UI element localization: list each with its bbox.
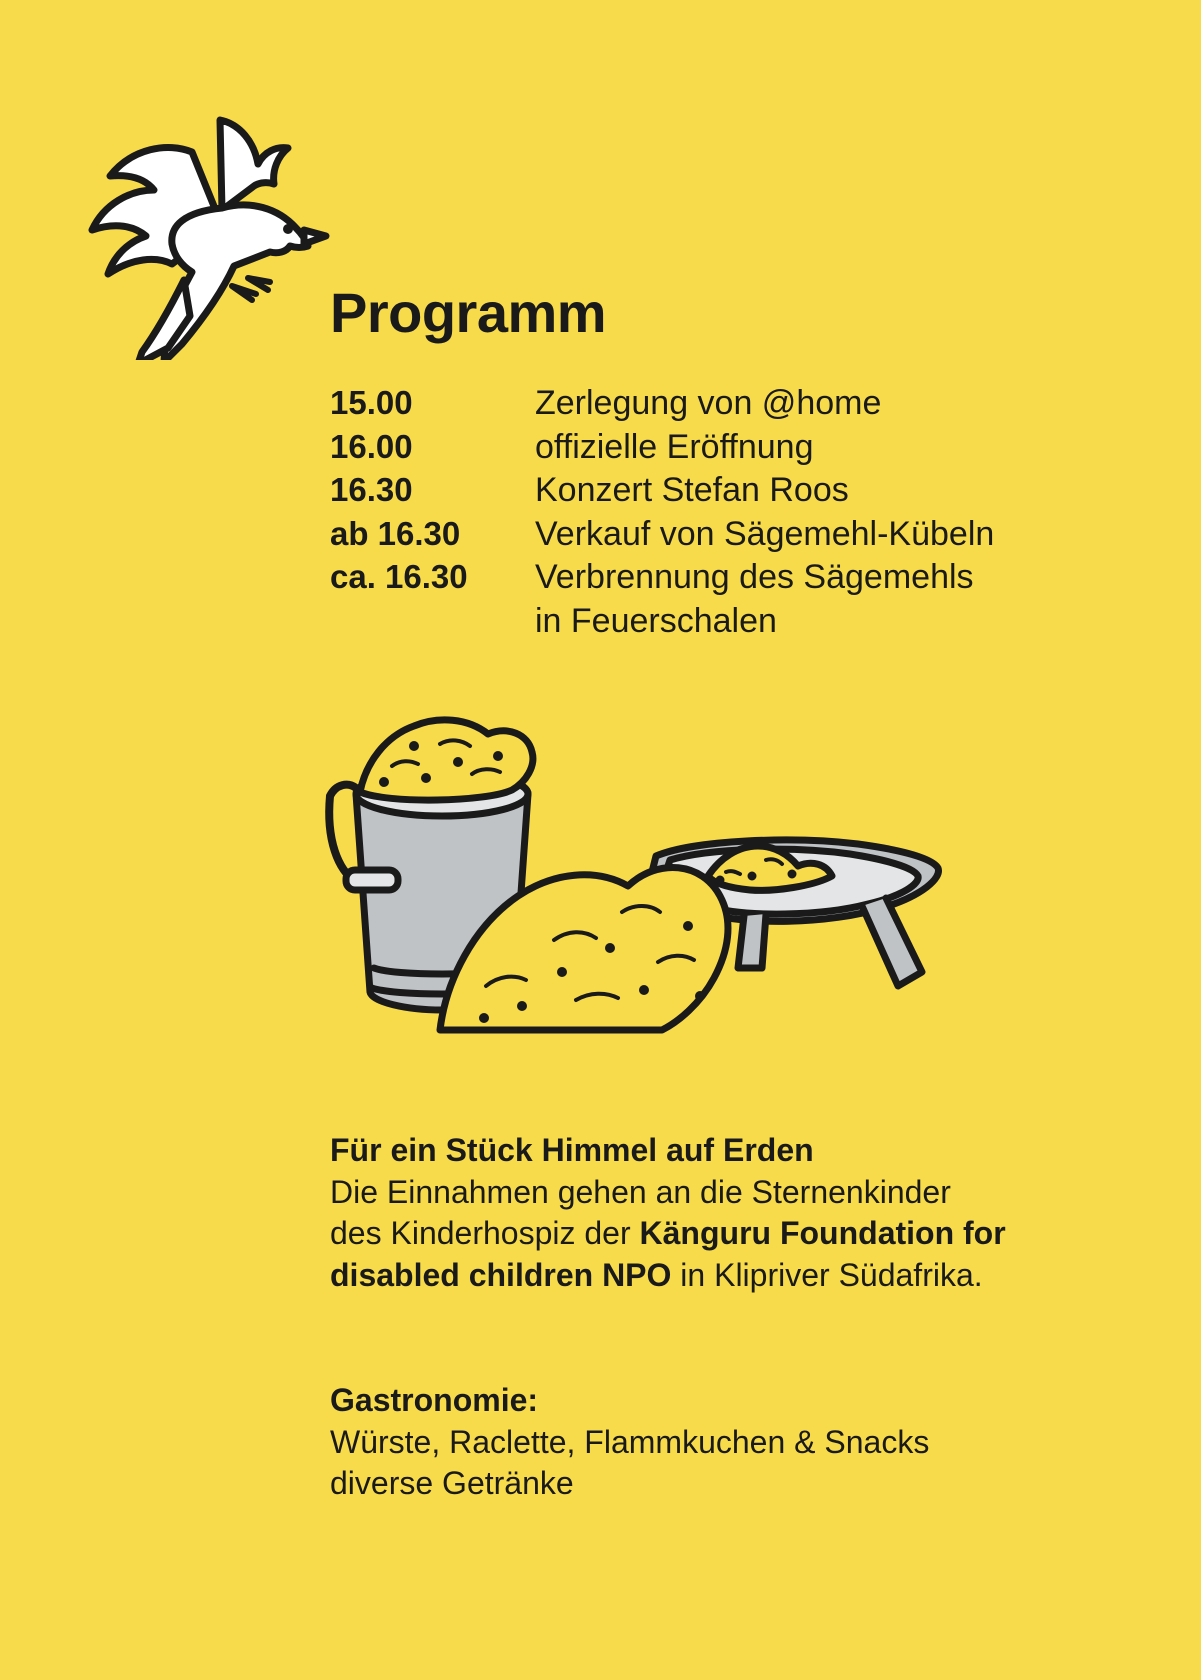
program-time: 16.30	[330, 471, 413, 509]
program-desc: Konzert Stefan Roos	[535, 471, 849, 510]
program-row	[330, 426, 1090, 470]
program-desc: Zerlegung von @home	[535, 384, 882, 422]
charity-title: Für ein Stück Himmel auf Erden	[330, 1132, 814, 1168]
program-time: ca. 16.30	[330, 558, 468, 596]
program-row	[330, 469, 1090, 513]
gastronomy-title: Gastronomie:	[330, 1382, 539, 1418]
charity-org-name-part1: Känguru Foundation for	[639, 1215, 1006, 1252]
program-row	[330, 513, 1090, 557]
program-desc: offizielle Eröffnung	[535, 427, 814, 466]
charity-line-2-pre: des Kinderhospiz der	[330, 1215, 640, 1252]
charity-org-name-part2: disabled children NPO	[330, 1256, 672, 1293]
gastronomy-text-block	[330, 1380, 1090, 1505]
page-title: Programm	[330, 281, 607, 344]
charity-line-3-post: in Klipriver Südafrika.	[671, 1256, 983, 1293]
charity-line-3	[330, 1255, 1090, 1297]
gastronomy-line-2: diverse Getränke	[330, 1465, 574, 1502]
program-row-continuation	[330, 600, 1090, 644]
program-time: ab 16.30	[330, 514, 461, 552]
dove-icon	[72, 90, 332, 360]
gastronomy-line-1: Würste, Raclette, Flammkuchen & Snacks	[330, 1423, 930, 1460]
program-time: 16.00	[330, 427, 413, 465]
program-list	[330, 382, 1090, 643]
program-time: 15.00	[330, 384, 413, 421]
program-desc: in Feuerschalen	[535, 601, 777, 640]
charity-line-1: Die Einnahmen gehen an die Sternenkinder	[330, 1173, 951, 1210]
program-row	[330, 556, 1090, 600]
charity-line-2	[330, 1213, 1090, 1255]
program-row	[330, 382, 1090, 426]
sawdust-bucket-firebowl-illustration	[322, 700, 962, 1080]
charity-text-block	[330, 1130, 1090, 1296]
program-desc: Verkauf von Sägemehl-Kübeln	[535, 514, 995, 553]
program-desc: Verbrennung des Sägemehls	[535, 558, 974, 597]
